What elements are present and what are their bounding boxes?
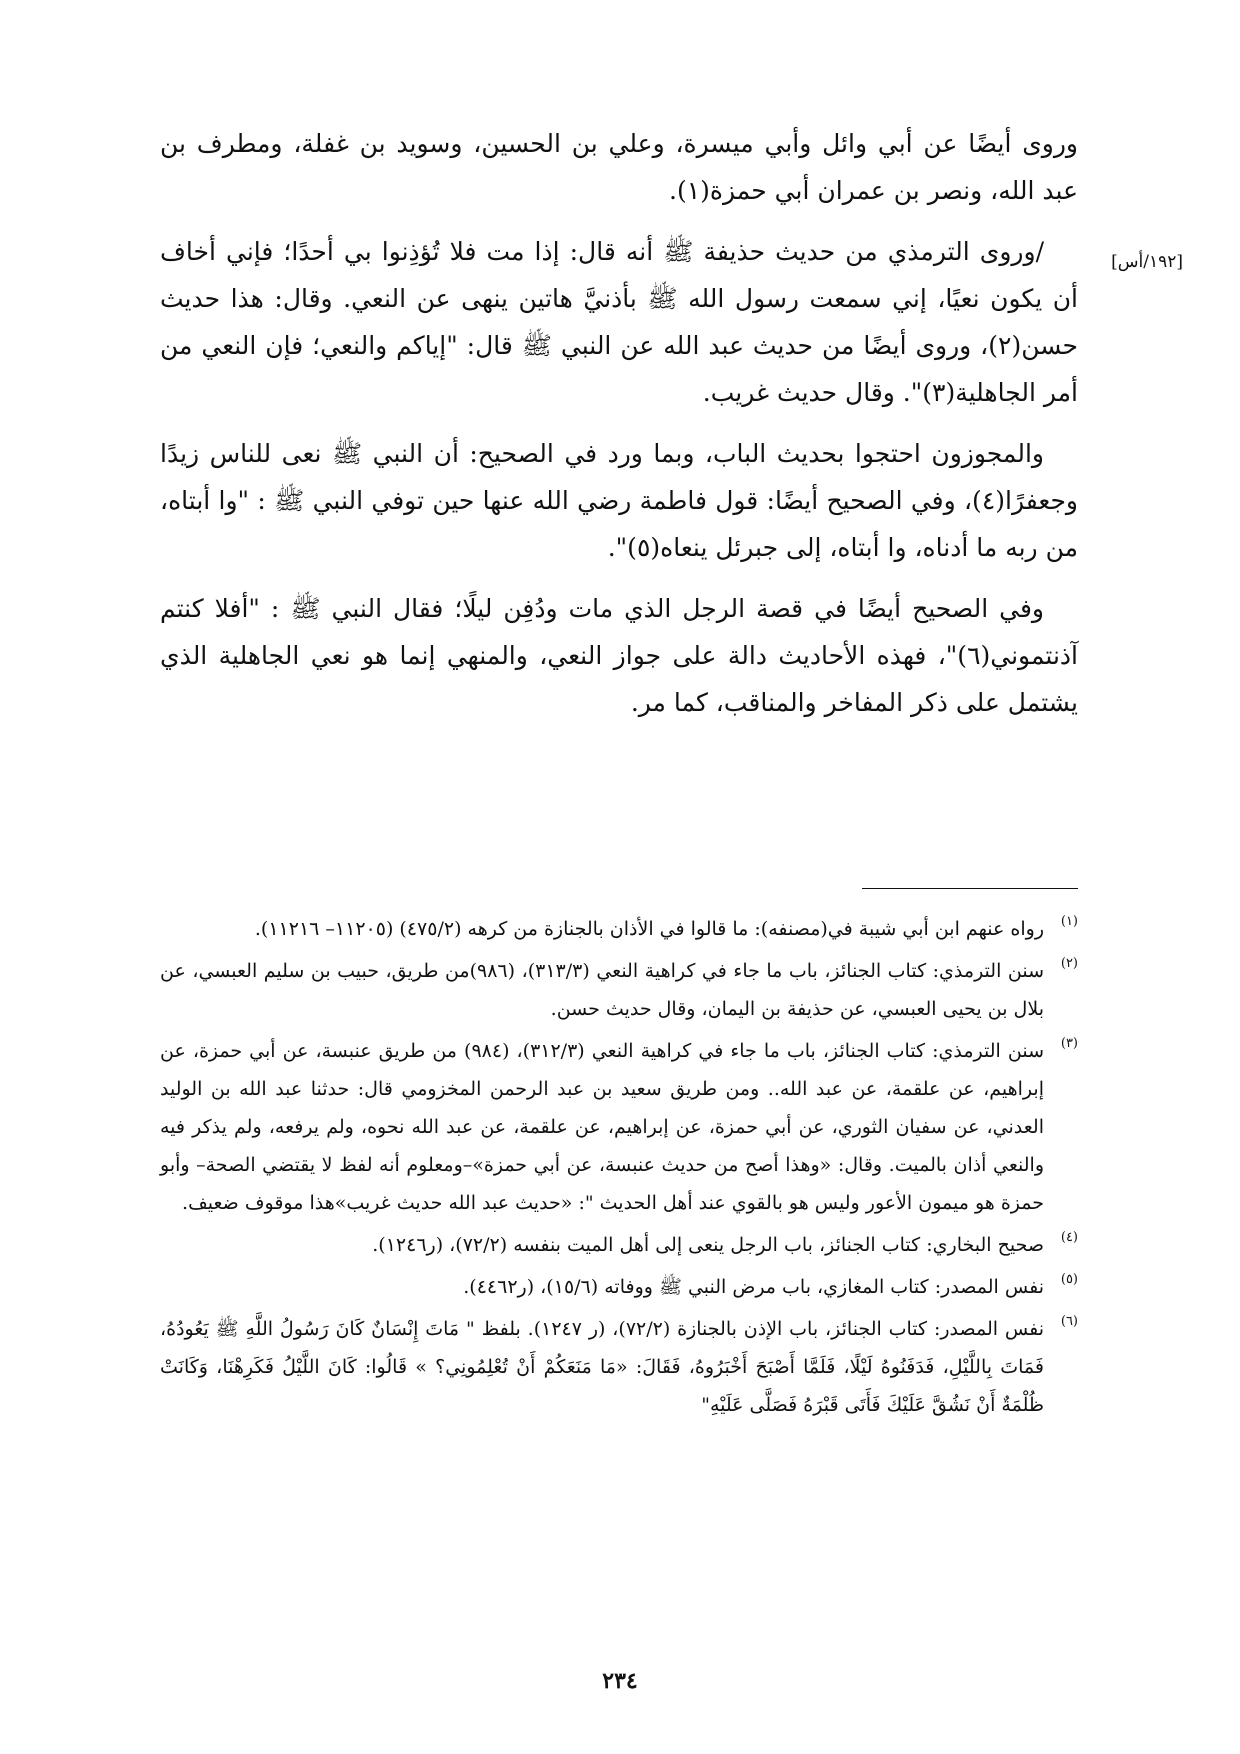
footnote-number: (٦) [1060,1314,1078,1329]
footnote-text: نفس المصدر: كتاب المغازي، باب مرض النبي ﷺ ووفاته (١٥/٦)، (ر٤٤٦٢). [463,1276,1044,1298]
paragraph-1: وروى أيضًا عن أبي وائل وأبي ميسرة، وعلي بن الحسين، وسويد بن غفلة، ومطرف بن عبد الله، ونصر بن عمران أبي حمزة(١). [160,129,1078,205]
manuscript-folio-note: [١٩٢/أس] [1111,252,1183,272]
footnotes [160,910,1078,1428]
footnote-number: (١) [1060,914,1078,929]
footnote-text: نفس المصدر: كتاب الجنائز، باب الإذن بالجنازة (٧٢/٢)، (ر ١٢٤٧). بلفظ " مَاتَ إِنْسَانٌ كَانَ رَسُولُ اللَّهِ ﷺ يَعُودُهُ، فَمَاتَ بِاللَّيْلِ، فَدَفَنُوهُ لَيْلًا، فَلَمَّا أَصْبَحَ أَخْبَرُوهُ، فَقَالَ: «مَا مَنَعَكُمْ أَنْ تُعْلِمُونِي؟ » قَالُوا: كَانَ اللَّيْلُ فَكَرِهْنَا، وَكَانَتْ ظُلْمَةٌ أَنْ نَشُقَّ عَلَيْكَ فَأَتَى قَبْرَهُ فَصَلَّى عَلَيْهِ" [160,1318,1045,1416]
footnote-number: (٥) [1060,1272,1078,1287]
footnote-text: سنن الترمذي: كتاب الجنائز، باب ما جاء في كراهية النعي (٣١٢/٣)، (٩٨٤) من طريق عنبسة، عن أبي حمزة، عن إبراهيم، عن علقمة، عن عبد الله.. ومن طريق سعيد بن عبد الرحمن المخزومي قال: حدثنا عبد الله بن الوليد العدني، عن سفيان الثوري، عن أبي حمزة، عن إبراهيم، عن علقمة، عن عبد الله نحوه، ولم يرفعه، ولم يذكر فيه والنعي أذان بالميت. وقال: «وهذا أصح من حديث عنبسة، عن أبي حمزة»–ومعلوم أنه لفظ لا يقتضي الصحة– وأبو حمزة هو ميمون الأعور وليس هو بالقوي عند أهل الحديث ": «حديث عبد الله حديث غريب»هذا موقوف ضعيف. [160,1040,1044,1214]
paragraph-3: والمجوزون احتجوا بحديث الباب، وبما ورد في الصحيح: أن النبي ﷺ نعى للناس زيدًا وجعفرًا(٤)، وفي الصحيح أيضًا: قول فاطمة رضي الله عنها حين توفي النبي ﷺ : "وا أبتاه، من ربه ما أدناه، وا أبتاه، إلى جبرئل ينعاه(٥)". [160,439,1078,562]
page-number: ٢٣٤ [602,1668,638,1694]
paragraph-2: /وروى الترمذي من حديث حذيفة ﷺ أنه قال: إذا مت فلا تُؤذِنوا بي أحدًا؛ فإني أخاف أن يكون نعيًا، إني سمعت رسول الله ﷺ بأذنيَّ هاتين ينهى عن النعي. وقال: هذا حديث حسن(٢)، وروى أيضًا من حديث عبد الله عن النبي ﷺ قال: "إياكم والنعي؛ فإن النعي من أمر الجاهلية(٣)". وقال حديث غريب. [160,237,1078,407]
footnote-number: (٤) [1060,1230,1078,1245]
footnote-number: (٣) [1060,1036,1078,1051]
footnote-5 [160,1268,1078,1306]
footnote-separator [862,888,1078,889]
footnote-1 [160,910,1078,948]
footnote-text: صحيح البخاري: كتاب الجنائز، باب الرجل ينعى إلى أهل الميت بنفسه (٧٢/٢)، (ر١٢٤٦). [372,1234,1044,1256]
main-text [160,120,1078,740]
footnote-2 [160,952,1078,1028]
paragraph-4: وفي الصحيح أيضًا في قصة الرجل الذي مات ودُفِن ليلًا؛ فقال النبي ﷺ : "أفلا كنتم آذنتموني(٦)"، فهذه الأحاديث دالة على جواز النعي، والمنهي إنما هو نعي الجاهلية الذي يشتمل على ذكر المفاخر والمناقب، كما مر. [160,594,1078,717]
footnote-3 [160,1032,1078,1222]
footnote-number: (٢) [1060,956,1078,971]
footnote-6 [160,1310,1078,1424]
footnote-4 [160,1226,1078,1264]
footnote-text: رواه عنهم ابن أبي شيبة في(مصنفه): ما قالوا في الأذان بالجنازة من كرهه (٤٧٥/٢) (١١٢٠٥– ١١٢١٦). [254,918,1044,940]
footnote-text: سنن الترمذي: كتاب الجنائز، باب ما جاء في كراهية النعي (٣١٣/٣)، (٩٨٦)من طريق، حبيب بن سليم العبسي، عن بلال بن يحيى العبسي، عن حذيفة بن اليمان، وقال حديث حسن. [160,960,1045,1020]
